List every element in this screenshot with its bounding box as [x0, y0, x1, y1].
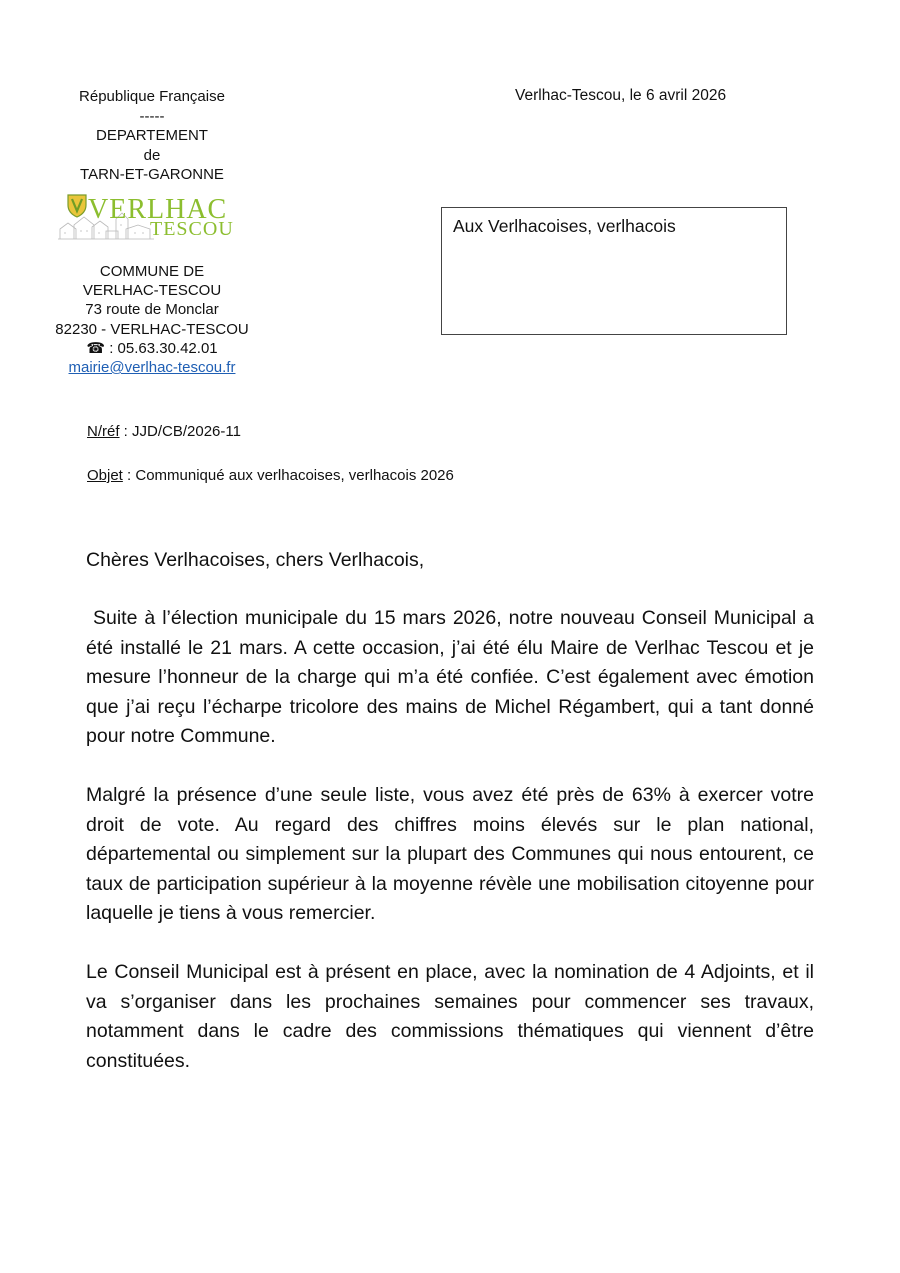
- commune-line2: VERLHAC-TESCOU: [82, 282, 222, 300]
- departement-label: DEPARTEMENT: [96, 127, 208, 144]
- commune-address: [52, 262, 252, 377]
- de-label: de: [143, 146, 161, 164]
- salutation: Chères Verlhacoises, chers Verlhacois,: [86, 549, 425, 571]
- commune-street: 73 route de Monclar: [85, 301, 219, 319]
- logo-text-tescou: TESCOU: [150, 218, 234, 240]
- commune-line1: COMMUNE DE: [99, 263, 205, 280]
- subject-value: : Communiqué aux verlhacoises, verlhacois 2026: [122, 467, 454, 484]
- letterhead: [52, 87, 252, 185]
- reference-line: [87, 423, 241, 440]
- recipient-text: Aux Verlhacoises, verlhacois: [453, 216, 676, 236]
- paragraph-1: Suite à l’élection municipale du 15 mars 2026, notre nouveau Conseil Municipal a été installé le 21 mars. A cette occasion, j’ai été élu Maire de Verlhac Tescou et je mesure l’honneur de la charge qui m’a été confiée. C’est également avec émotion que j’ai reçu l’écharpe tricolore des mains de Michel Régambert, qui a tant donné pour notre Commune.: [86, 607, 820, 747]
- republique-label: République Française: [79, 88, 225, 105]
- subject-label: Objet: [87, 467, 123, 484]
- letter-body: [86, 604, 820, 1076]
- telephone-icon: ☎: [86, 339, 106, 357]
- reference-value: : JJD/CB/2026-11: [119, 423, 241, 440]
- paragraph-3: Le Conseil Municipal est à présent en place, avec la nomination de 4 Adjoints, et il va s’organiser dans les prochaines semaines pour commencer ses travaux, notamment dans le cadre des commissions thématiques qui viennent d’être constituées.: [86, 961, 814, 1072]
- commune-phone-row: [52, 339, 252, 358]
- reference-label: N/réf: [87, 423, 120, 440]
- commune-email-link[interactable]: mairie@verlhac-tescou.fr: [68, 359, 236, 377]
- paragraph-2: Malgré la présence d’une seule liste, vous avez été près de 63% à exercer votre droit de vote. Au regard des chiffres moins élevés sur le plan national, départemental ou simplement sur la plupart des Communes qui nous entourent, ce taux de participation supérieur à la moyenne révèle une mobilisation citoyenne pour laquelle je tiens à vous remercier.: [86, 784, 814, 924]
- subject-line: [87, 467, 454, 484]
- header-separator: -----: [139, 107, 165, 125]
- letter-date: Verlhac-Tescou, le 6 avril 2026: [515, 87, 727, 104]
- commune-city: 82230 - VERLHAC-TESCOU: [55, 320, 249, 338]
- logo-text-verlhac: VERLHAC: [88, 194, 228, 225]
- departement-name: TARN-ET-GARONNE: [80, 166, 224, 183]
- recipient-box: [441, 207, 787, 335]
- shield-icon: [68, 195, 86, 217]
- commune-logo: [58, 191, 250, 243]
- commune-phone: : 05.63.30.42.01: [105, 339, 218, 357]
